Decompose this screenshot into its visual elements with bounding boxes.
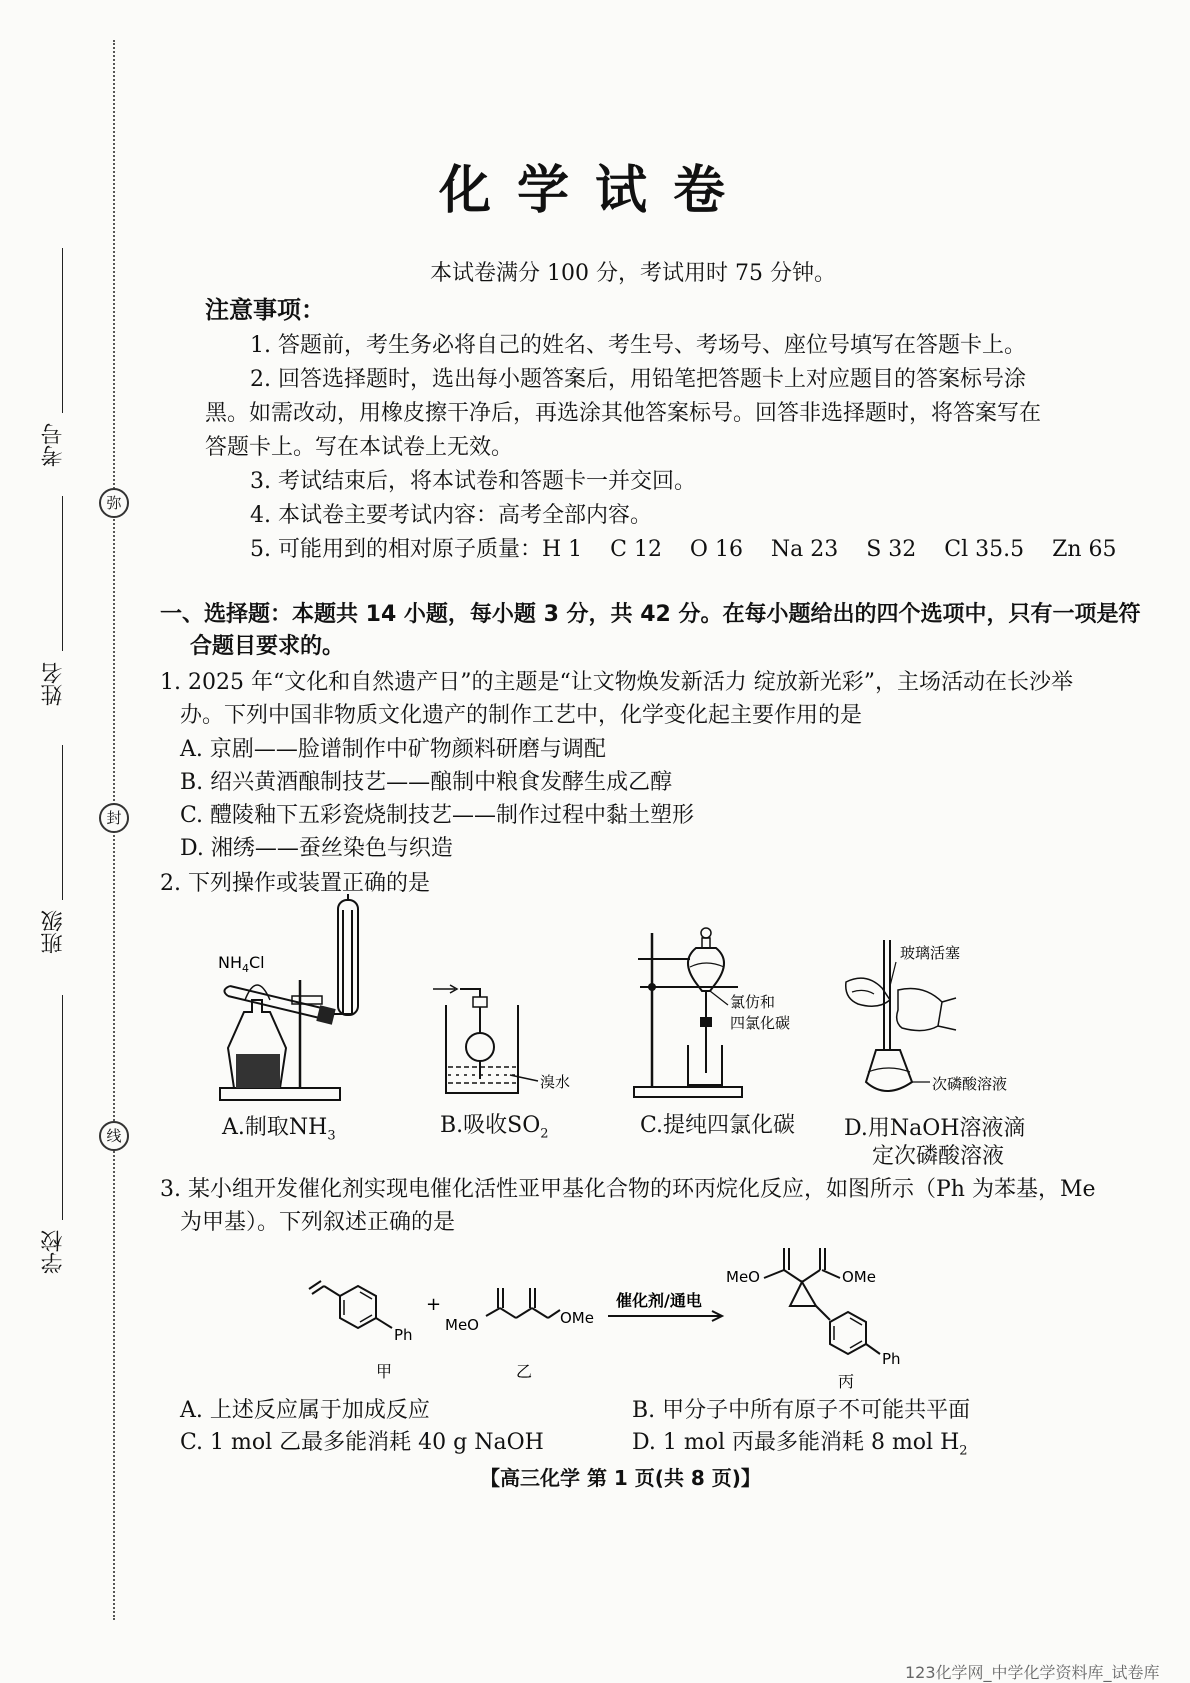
note-item-5: 5. 可能用到的相对原子质量：H 1 C 12 O 16 Na 23 S 32 Cl 35.5 Zn 65 (250, 537, 1117, 562)
seal-feng: 封 (99, 803, 129, 833)
exam-number-line (62, 248, 63, 413)
label-ome-yi: OMe (560, 1309, 594, 1327)
apparatus-a (200, 890, 370, 1125)
label-meo-yi: MeO (445, 1316, 479, 1334)
school-label: 学校 (41, 1230, 66, 1274)
note-item-1: 1. 答题前，考生务必将自己的姓名、考生号、考场号、座位号填写在答题卡上。 (250, 333, 1026, 358)
note-item-4: 4. 本试卷主要考试内容：高考全部内容。 (250, 503, 652, 528)
section1-heading: 一、选择题：本题共 14 小题，每小题 3 分，共 42 分。在每小题给出的四个选项中，只有一项是符 (160, 602, 1141, 627)
label-meo-bing: MeO (726, 1268, 760, 1286)
caption-a: A.制取$NH_3$ (222, 1115, 336, 1144)
label-jia: 甲 (376, 1362, 393, 1381)
reaction-conditions: 催化剂/通电 (616, 1291, 702, 1310)
label-chloroform: 氯仿和 (730, 993, 776, 1011)
school-line (62, 995, 63, 1220)
exam-number-label: 考号 (41, 423, 66, 467)
note-item-2-cont: 黑。如需改动，用橡皮擦干净后，再选涂其他答案标号。回答非选择题时，将答案写在 (205, 401, 1042, 426)
caption-b: B.吸收$SO_2$ (440, 1113, 549, 1142)
q3-stem: 3. 某小组开发催化剂实现电催化活性亚甲基化合物的环丙烷化反应，如图所示（Ph 为苯基，Me (160, 1177, 1096, 1202)
q1-option-a: A. 京剧——脸谱制作中矿物颜料研磨与调配 (180, 737, 606, 762)
seal-xian: 线 (99, 1121, 129, 1151)
apparatus-d (838, 932, 1038, 1112)
q3-stem-cont: 为甲基）。下列叙述正确的是 (180, 1210, 456, 1235)
notes-heading: 注意事项： (205, 296, 325, 324)
compound-jia (309, 1281, 392, 1328)
class-line (62, 745, 63, 900)
class-label: 班级 (41, 910, 66, 954)
q1-option-c: C. 醴陵釉下五彩瓷烧制技艺——制作过程中黏土塑形 (180, 803, 695, 828)
apparatus-b (430, 975, 590, 1100)
caption-d-line2: 定次磷酸溶液 (872, 1144, 1005, 1169)
q3-option-c: C. 1 mol 乙最多能消耗 40 g NaOH (180, 1430, 544, 1455)
apparatus-c (630, 925, 810, 1105)
q1-option-b: B. 绍兴黄酒酿制技艺——酿制中粮食发酵生成乙醇 (180, 770, 673, 795)
label-ccl4: 四氯化碳 (730, 1014, 791, 1032)
note-item-3: 3. 考试结束后，将本试卷和答题卡一并交回。 (250, 469, 696, 494)
compound-yi (486, 1288, 560, 1318)
note-item-2: 2. 回答选择题时，选出每小题答案后，用铅笔把答题卡上对应题目的答案标号涂 (250, 367, 1026, 392)
label-ome-bing: OMe (842, 1268, 876, 1286)
label-bromine-water: 溴水 (540, 1073, 571, 1091)
label-hypophosphorous: 次磷酸溶液 (932, 1075, 1008, 1093)
label-nh4cl: $NH_4Cl$ (218, 953, 265, 975)
caption-c: C.提纯四氯化碳 (640, 1113, 796, 1138)
section1-heading-cont: 合题目要求的。 (190, 634, 345, 659)
compound-bing (764, 1248, 880, 1354)
label-yi: 乙 (516, 1362, 533, 1381)
watermark: 123化学网_中学化学资料库_试卷库 (905, 1663, 1160, 1682)
q3-option-b: B. 甲分子中所有原子不可能共平面 (632, 1398, 971, 1423)
name-label: 姓名 (41, 662, 66, 706)
plus-sign: + (426, 1294, 442, 1315)
label-glass-stopcock: 玻璃活塞 (900, 944, 961, 962)
label-ph-bing: Ph (882, 1350, 901, 1368)
page-title: 化学试卷 (438, 161, 751, 221)
reaction-scheme (290, 1230, 920, 1395)
seal-mi: 弥 (99, 488, 129, 518)
q1-option-d: D. 湘绣——蚕丝染色与织造 (180, 836, 453, 861)
page-footer: 【高三化学 第 1 页(共 8 页)】 (480, 1466, 761, 1490)
label-ph-jia: Ph (394, 1326, 413, 1344)
exam-subtitle: 本试卷满分 100 分，考试用时 75 分钟。 (430, 261, 836, 286)
caption-d-line1: D.用NaOH溶液滴 (844, 1116, 1026, 1141)
note-item-2-cont2: 答题卡上。写在本试卷上无效。 (205, 435, 514, 460)
q2-stem: 2. 下列操作或装置正确的是 (160, 871, 430, 896)
q1-stem: 1. 2025 年“文化和自然遗产日”的主题是“让文物焕发新活力 绽放新光彩”，主场活动在长沙举 (160, 670, 1073, 695)
q3-option-d: D. 1 mol 丙最多能消耗 8 mol $H_2$ (632, 1430, 968, 1459)
name-line (62, 496, 63, 651)
q3-option-a: A. 上述反应属于加成反应 (180, 1398, 430, 1423)
q1-stem-cont: 办。下列中国非物质文化遗产的制作工艺中，化学变化起主要作用的是 (180, 703, 863, 728)
label-bing: 丙 (838, 1372, 855, 1391)
